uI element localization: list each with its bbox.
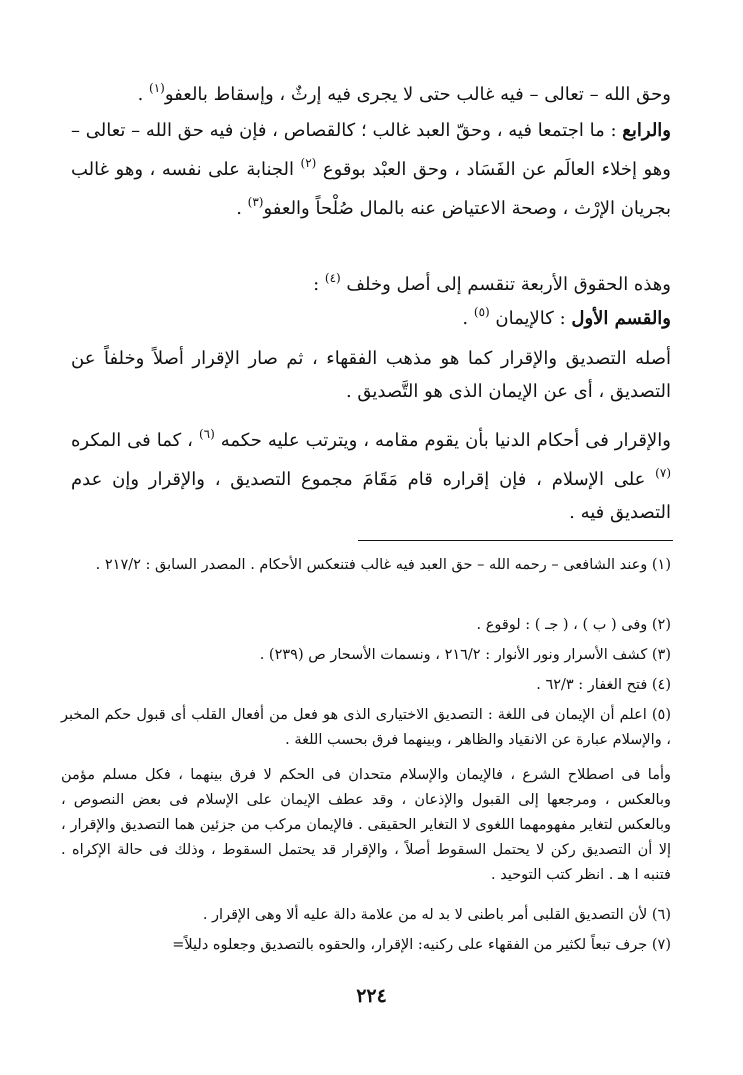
footnote-5: (٥) اعلم أن الإيمان فى اللغة : التصديق الاختيارى الذى هو فعل من أفعال القلب أى قبول حكم المخبر ، والإسلام عبارة عن الانقياد والظاهر ، وبينهما فرق بحسب اللغة . xyxy=(61,707,671,748)
footnote-1: (١) وعند الشافعى – رحمه الله – حق العبد فيه غالب فتنعكس الأحكام . المصدر السابق : ٢١٧/٢ . xyxy=(95,557,671,573)
paragraph-fourth-type: والرابع : ما اجتمعا فيه ، وحقّ العبد غالب ؛ كالقصاص ، فإن فيه حق الله – تعالى – وهو إخلاء العالَم عن الفَسَاد ، وحق العبْد بوقوع $^{(٢)}$ الجنابة على نفسه ، وهو غالب بجريان الإرْث ، وصحة الاعتياض عنه بالمال صُلْحاً والعفو$^{(٣)}$ . xyxy=(71,120,671,219)
footnote-4: (٤) فتح الغفار : ٦٢/٣ . xyxy=(536,677,671,693)
paragraph-text: وحق الله – تعالى – فيه غالب حتى لا يجرى فيه إرثٌ ، وإسقاط بالعفو xyxy=(164,84,671,105)
footnote-2: (٢) وفى ( ب ) ، ( جـ ) : لوقوع . xyxy=(476,617,671,633)
footnote-marker[interactable]: (٣) xyxy=(247,195,264,209)
section-heading: والقسم الأول xyxy=(571,308,671,329)
paragraph-acknowledgement: والإقرار فى أحكام الدنيا بأن يقوم مقامه ، ويترتب عليه حكمه $^{(٦)}$ ، كما فى المكره $^{(٧)}$ على الإسلام ، فإن إقراره قام مَقَامَ مجموع التصديق ، والإقرار وإن عدم التصديق فيه . xyxy=(71,427,671,523)
footnote-6: (٦) لأن التصديق القلبى أمر باطنى لا بد له من علامة دالة عليه ألا وهى الإقرار . xyxy=(202,907,671,923)
footnote-marker[interactable]: (٧) xyxy=(655,466,671,480)
paragraph-division: وهذه الحقوق الأربعة تنقسم إلى أصل وخلف $^{(٤)}$ : xyxy=(313,271,671,295)
footnote-7: (٧) جرف تبعاً لكثير من الفقهاء على ركنيه: الإقرار، والحقوه بالتصديق وجعلوه دليلاً= xyxy=(172,937,671,953)
footnote-3: (٣) كشف الأسرار ونور الأنوار : ٢١٦/٢ ، ونسمات الأسحار ص (٢٣٩) . xyxy=(259,647,671,663)
footnote-marker[interactable]: (٤) xyxy=(324,271,341,285)
footnote-marker[interactable]: (٦) xyxy=(198,427,215,441)
section-heading: والرابع xyxy=(622,120,671,141)
page-number: ٢٢٤ xyxy=(356,985,387,1007)
paragraph-right-of-god: وحق الله – تعالى – فيه غالب حتى لا يجرى فيه إرثٌ ، وإسقاط بالعفو$^{(١)}$ . xyxy=(137,81,671,105)
footnote-marker[interactable]: (٥) xyxy=(473,305,490,319)
paragraph-origin: أصله التصديق والإقرار كما هو مذهب الفقهاء ، ثم صار الإقرار أصلاً وخلفاً عن التصديق ، أى عن الإيمان الذى هو التَّصديق . xyxy=(71,348,671,402)
footnote-marker[interactable]: (٢) xyxy=(300,156,317,170)
paragraph-first-section: والقسم الأول : كالإيمان $^{(٥)}$ . xyxy=(462,305,671,329)
footnote-5-continued: وأما فى اصطلاح الشرع ، فالإيمان والإسلام متحدان فى الحكم لا فرق بينهما ، فكل مسلم مؤمن وبالعكس ، ومرجعها إلى القبول والإذعان ، وقد عطف الإيمان على الإسلام فى بعض النصوص ، وبالعكس لتغاير مفهومهما اللغوى لا التغاير الحقيقى . فالإيمان مركب من جزئين هما التصديق والإقرار ، إلا أن التصديق ركن لا يحتمل السقوط أصلاً ، والإقرار قد يحتمل السقوط ، وذلك فى حالة الإكراه . فتنبه ا هـ . انظر كتب التوحيد . xyxy=(61,767,671,883)
footnote-divider xyxy=(358,540,673,541)
footnote-marker[interactable]: (١) xyxy=(149,81,165,95)
